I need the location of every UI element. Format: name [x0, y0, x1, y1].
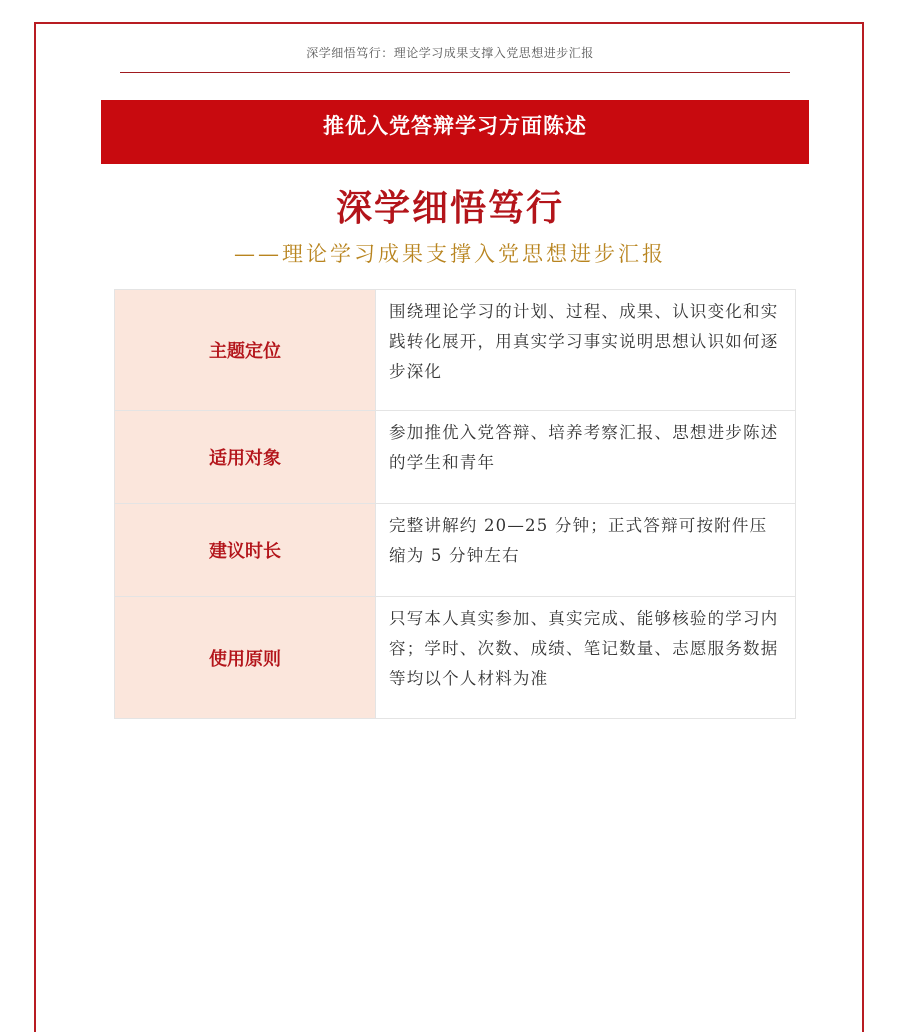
row-label: 建议时长 [115, 504, 376, 597]
row-label: 主题定位 [115, 290, 376, 411]
table-row [115, 290, 796, 411]
main-title: 深学细悟笃行 [335, 188, 564, 229]
running-header: 深学细悟笃行：理论学习成果支撑入党思想进步汇报 [306, 46, 594, 60]
row-value: 参加推优入党答辩、培养考察汇报、思想进步陈述的学生和青年 [376, 411, 796, 504]
table-row [115, 597, 796, 719]
row-value: 围绕理论学习的计划、过程、成果、认识变化和实践转化展开，用真实学习事实说明思想认识如何逐步深化 [376, 290, 796, 411]
row-label: 适用对象 [115, 411, 376, 504]
table-row [115, 504, 796, 597]
header-rule [120, 72, 790, 73]
info-table [114, 289, 796, 719]
table-row [115, 411, 796, 504]
row-value: 完整讲解约 20—25 分钟；正式答辩可按附件压缩为 5 分钟左右 [376, 504, 796, 597]
sub-title: ——理论学习成果支撑入党思想进步汇报 [234, 242, 666, 266]
row-value: 只写本人真实参加、真实完成、能够核验的学习内容；学时、次数、成绩、笔记数量、志愿服务数据等均以个人材料为准 [376, 597, 796, 719]
banner: 推优入党答辩学习方面陈述 [101, 100, 809, 164]
row-label: 使用原则 [115, 597, 376, 719]
